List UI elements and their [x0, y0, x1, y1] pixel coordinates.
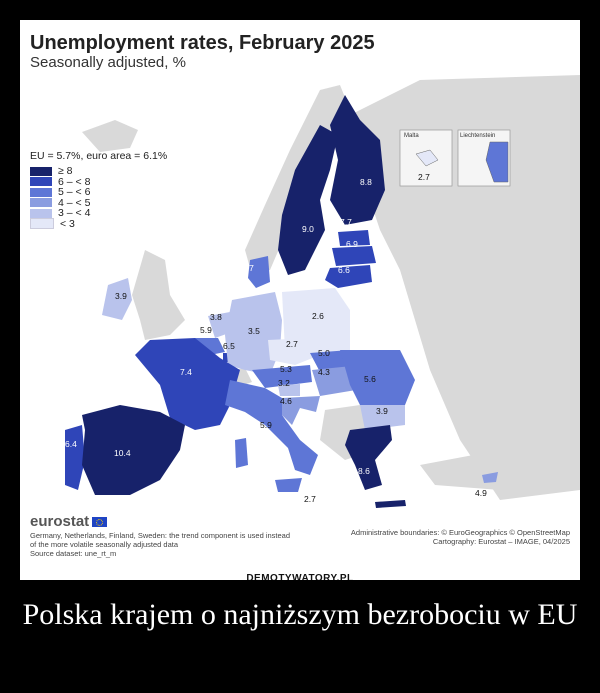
legend-label: 3 – < 4	[58, 207, 91, 220]
legend-swatch	[30, 218, 54, 229]
note-line: of the more volatile seasonally adjusted data	[30, 540, 179, 549]
malta-inset-label: Malta	[404, 133, 419, 139]
country-spain	[82, 405, 185, 495]
label-sweden: 9.0	[302, 224, 314, 234]
iceland	[82, 120, 138, 152]
label-luxembourg: 6.5	[223, 341, 235, 351]
country-greece	[345, 425, 392, 490]
europe-map	[20, 20, 580, 580]
legend-swatch	[30, 188, 52, 197]
country-portugal	[65, 425, 85, 490]
label-cyprus: 4.9	[475, 488, 487, 498]
label-poland: 2.6	[312, 311, 324, 321]
legend-row	[30, 166, 167, 177]
label-portugal: 6.4	[65, 439, 77, 449]
label-estonia: 7.7	[340, 217, 352, 227]
note-line: Germany, Netherlands, Finland, Sweden: the trend component is used instead	[30, 531, 291, 540]
label-slovakia: 5.0	[318, 348, 330, 358]
label-hungary: 4.3	[318, 367, 330, 377]
legend-swatch	[30, 198, 52, 207]
label-finland: 8.8	[360, 177, 372, 187]
label-netherlands: 3.8	[210, 312, 222, 322]
legend-row	[30, 187, 167, 198]
map-title: Unemployment rates, February 2025	[30, 32, 375, 54]
watermark	[20, 568, 580, 580]
country-romania	[340, 350, 415, 405]
label-croatia: 4.6	[280, 396, 292, 406]
label-belgium: 5.9	[200, 325, 212, 335]
map-legend	[30, 150, 167, 229]
label-italy: 5.9	[260, 420, 272, 430]
country-sardinia	[235, 438, 248, 468]
label-italy-south: 2.7	[304, 494, 316, 504]
country-sweden	[278, 125, 338, 275]
legend-swatch	[30, 167, 52, 176]
legend-swatch	[30, 209, 52, 218]
label-malta: 2.7	[418, 172, 430, 182]
legend-label: < 3	[60, 217, 75, 230]
country-crete	[375, 500, 406, 508]
credits	[351, 528, 570, 546]
legend-row	[30, 208, 167, 219]
legend-label: 5 – < 6	[58, 186, 91, 199]
eu-flag-icon	[92, 517, 107, 527]
note-line: Source dataset: une_rt_m	[30, 549, 117, 558]
label-lithuania: 6.6	[338, 265, 350, 275]
map-subtitle: Seasonally adjusted, %	[30, 54, 186, 71]
turkey	[420, 450, 580, 490]
legend-swatch	[30, 177, 52, 186]
country-latvia	[332, 246, 376, 266]
legend-header: EU = 5.7%, euro area = 6.1%	[30, 150, 168, 162]
label-bulgaria: 3.9	[376, 406, 388, 416]
caption: Polska krajem o najniższym bezrobociu w EU	[22, 598, 578, 631]
label-romania: 5.6	[364, 374, 376, 384]
label-czechia: 2.7	[286, 339, 298, 349]
credit-line: Cartography: Eurostat – IMAGE, 04/2025	[432, 537, 570, 546]
label-austria: 5.3	[280, 364, 292, 374]
label-greece: 8.6	[358, 466, 370, 476]
label-ireland: 3.9	[115, 291, 127, 301]
label-germany: 3.5	[248, 326, 260, 336]
legend-label: 6 – < 8	[58, 175, 91, 188]
label-spain: 10.4	[114, 448, 131, 458]
liechtenstein-inset-label: Liechtenstein	[460, 133, 496, 139]
credit-line: Administrative boundaries: © EuroGeographics © OpenStreetMap	[350, 528, 570, 537]
legend-label: ≥ 8	[58, 165, 73, 178]
eurostat-wordmark: eurostat	[30, 513, 90, 530]
map-poster	[20, 20, 580, 580]
watermark-text: DEMOTYWATORY.PL	[242, 572, 357, 580]
legend-row	[30, 198, 167, 209]
legend-row	[30, 177, 167, 188]
label-denmark: 5.7	[242, 263, 254, 273]
label-latvia: 6.9	[346, 239, 358, 249]
source-note	[30, 531, 290, 558]
legend-label: 4 – < 5	[58, 196, 91, 209]
legend-row	[30, 219, 167, 230]
country-sicily	[275, 478, 302, 492]
eurostat-logo	[30, 513, 107, 530]
label-france: 7.4	[180, 367, 192, 377]
label-slovenia: 3.2	[278, 378, 290, 388]
uk	[132, 250, 185, 340]
